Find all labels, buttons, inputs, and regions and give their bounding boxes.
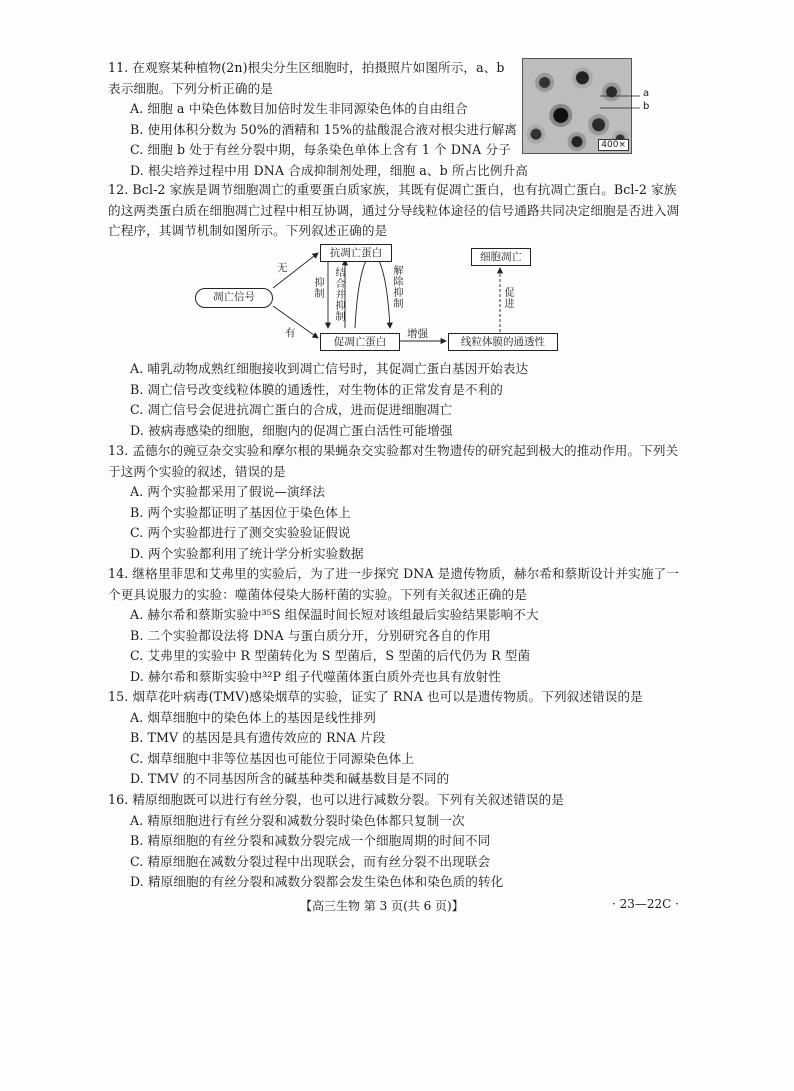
magnification-label: 400× xyxy=(598,139,629,151)
question-12-option-c: C. 凋亡信号会促进抗凋亡蛋白的合成，进而促进细胞凋亡 xyxy=(130,402,453,417)
micrograph-pointers xyxy=(600,90,660,120)
question-16-option-b: B. 精原细胞的有丝分裂和减数分裂完成一个细胞周期的时间不同 xyxy=(130,833,491,848)
question-15-option-b: B. TMV 的基因是具有遗传效应的 RNA 片段 xyxy=(130,730,386,745)
question-12-option-a: A. 哺乳动物成熟红细胞接收到凋亡信号时，其促凋亡蛋白基因开始表达 xyxy=(130,361,529,376)
with-signal-label: 有 xyxy=(285,327,296,339)
question-12-option-b: B. 凋亡信号改变线粒体膜的通透性，对生物体的正常发育是不利的 xyxy=(130,381,503,397)
question-12-option-d: D. 被病毒感染的细胞，细胞内的促凋亡蛋白活性可能增强 xyxy=(130,422,453,438)
question-11-option-c: C. 细胞 b 处于有丝分裂中期，每条染色单体上含有 1 个 DNA 分子 xyxy=(130,142,511,157)
question-11-option-d: D. 根尖培养过程中用 DNA 合成抑制剂处理，细胞 a、b 所占比例升高 xyxy=(130,162,528,178)
question-14-option-b: B. 二个实验都设法将 DNA 与蛋白质分开，分别研究各自的作用 xyxy=(130,627,491,643)
question-11-option-a: A. 细胞 a 中染色体数目加倍时发生非同源染色体的自由组合 xyxy=(130,101,468,116)
question-16-stem: 16. 精原细胞既可以进行有丝分裂，也可以进行减数分裂。下列有关叙述错误的是 xyxy=(108,792,565,807)
question-15-option-d: D. TMV 的不同基因所含的碱基种类和碱基数目是不同的 xyxy=(130,771,450,786)
question-14-stem: 14. 继格里菲思和艾弗里的实验后，为了进一步探究 DNA 是遗传物质，赫尔希和蔡斯设计并实施了一个更具说服力的实验：噬菌体侵染大肠杆菌的实验。下列有关叙述正确的是 xyxy=(108,566,679,602)
question-15-option-a: A. 烟草细胞中的染色体上的基因是线性排列 xyxy=(130,709,376,725)
anti-apoptotic-protein-node: 抗凋亡蛋白 xyxy=(320,244,392,262)
cell-b-label: b xyxy=(643,101,650,112)
question-13-option-c: C. 两个实验都进行了测交实验验证假说 xyxy=(130,525,351,540)
pro-apoptotic-protein-node: 促凋亡蛋白 xyxy=(320,333,400,351)
question-14-option-a: A. 赫尔希和蔡斯实验中³⁵S 组保温时间长短对该组最后实验结果影响不大 xyxy=(130,607,539,622)
question-16-option-a: A. 精原细胞进行有丝分裂和减数分裂时染色体都只复制一次 xyxy=(130,812,465,828)
apoptosis-regulation-diagram xyxy=(195,240,575,358)
question-11-stem: 11. 在观察某种植物(2n)根尖分生区细胞时，拍摄照片如图所示，a、b 表示细胞。下列分析正确的是 xyxy=(108,60,505,96)
question-12 xyxy=(108,180,683,242)
question-14 xyxy=(108,564,683,687)
question-13 xyxy=(108,441,683,564)
promote-label: 促进 xyxy=(504,288,515,310)
question-13-option-d: D. 两个实验都利用了统计学分析实验数据 xyxy=(130,545,364,561)
question-16 xyxy=(108,790,683,893)
question-13-option-a: A. 两个实验都采用了假说—演绎法 xyxy=(130,484,326,499)
question-12-stem: 12. Bcl-2 家族是调节细胞凋亡的重要蛋白质家族，其既有促凋亡蛋白，也有抗凋亡蛋白。Bcl-2 家族的这两类蛋白质在细胞凋亡过程中相互协调，通过分导线粒体途径的信号通路共同决定细胞是否进入凋亡程序，其调节机制如图所示。下列叙述正确的是 xyxy=(108,182,680,238)
question-15-option-c: C. 烟草细胞中非等位基因也可能位于同源染色体上 xyxy=(130,750,415,766)
bind-inhibit-label: 结合并抑制 xyxy=(335,268,346,323)
question-11-option-b: B. 使用体积分数为 50%的酒精和 15%的盐酸混合液对根尖进行解离 xyxy=(130,121,518,137)
footer-page-info: 【高三生物 第 3 页(共 6 页)】 xyxy=(300,899,464,913)
question-15-stem: 15. 烟草花叶病毒(TMV)感染烟草的实验，证实了 RNA 也可以是遗传物质。下列叙述错误的是 xyxy=(108,689,643,704)
question-16-option-d: D. 精原细胞的有丝分裂和减数分裂都会发生染色体和染色质的转化 xyxy=(130,874,504,889)
question-14-option-d: D. 赫尔希和蔡斯实验中³²P 组子代噬菌体蛋白质外壳也具有放射性 xyxy=(130,668,501,684)
cell-a-label: a xyxy=(643,88,650,99)
question-15 xyxy=(108,687,683,790)
enhance-label: 增强 xyxy=(407,328,428,340)
release-inhibition-label: 解除抑制 xyxy=(393,266,404,310)
footer-code: · 23—22C · xyxy=(612,897,679,911)
inhibit-label: 抑制 xyxy=(314,278,325,300)
question-13-option-b: B. 两个实验都证明了基因位于染色体上 xyxy=(130,504,351,520)
question-14-option-c: C. 艾弗里的实验中 R 型菌转化为 S 型菌后，S 型菌的后代仍为 R 型菌 xyxy=(130,648,531,663)
mitochondrial-permeability-node: 线粒体膜的通透性 xyxy=(448,333,558,351)
question-13-stem: 13. 孟德尔的豌豆杂交实验和摩尔根的果蝇杂交实验都对生物遗传的研究起到极大的推动作用。下列关于这两个实验的叙述，错误的是 xyxy=(108,443,679,479)
question-12-options xyxy=(108,359,683,441)
cell-apoptosis-node: 细胞凋亡 xyxy=(471,248,531,266)
no-signal-label: 无 xyxy=(277,262,288,274)
apoptosis-signal-node: 凋亡信号 xyxy=(195,288,273,308)
question-16-option-c: C. 精原细胞在减数分裂过程中出现联会，而有丝分裂不出现联会 xyxy=(130,853,491,869)
